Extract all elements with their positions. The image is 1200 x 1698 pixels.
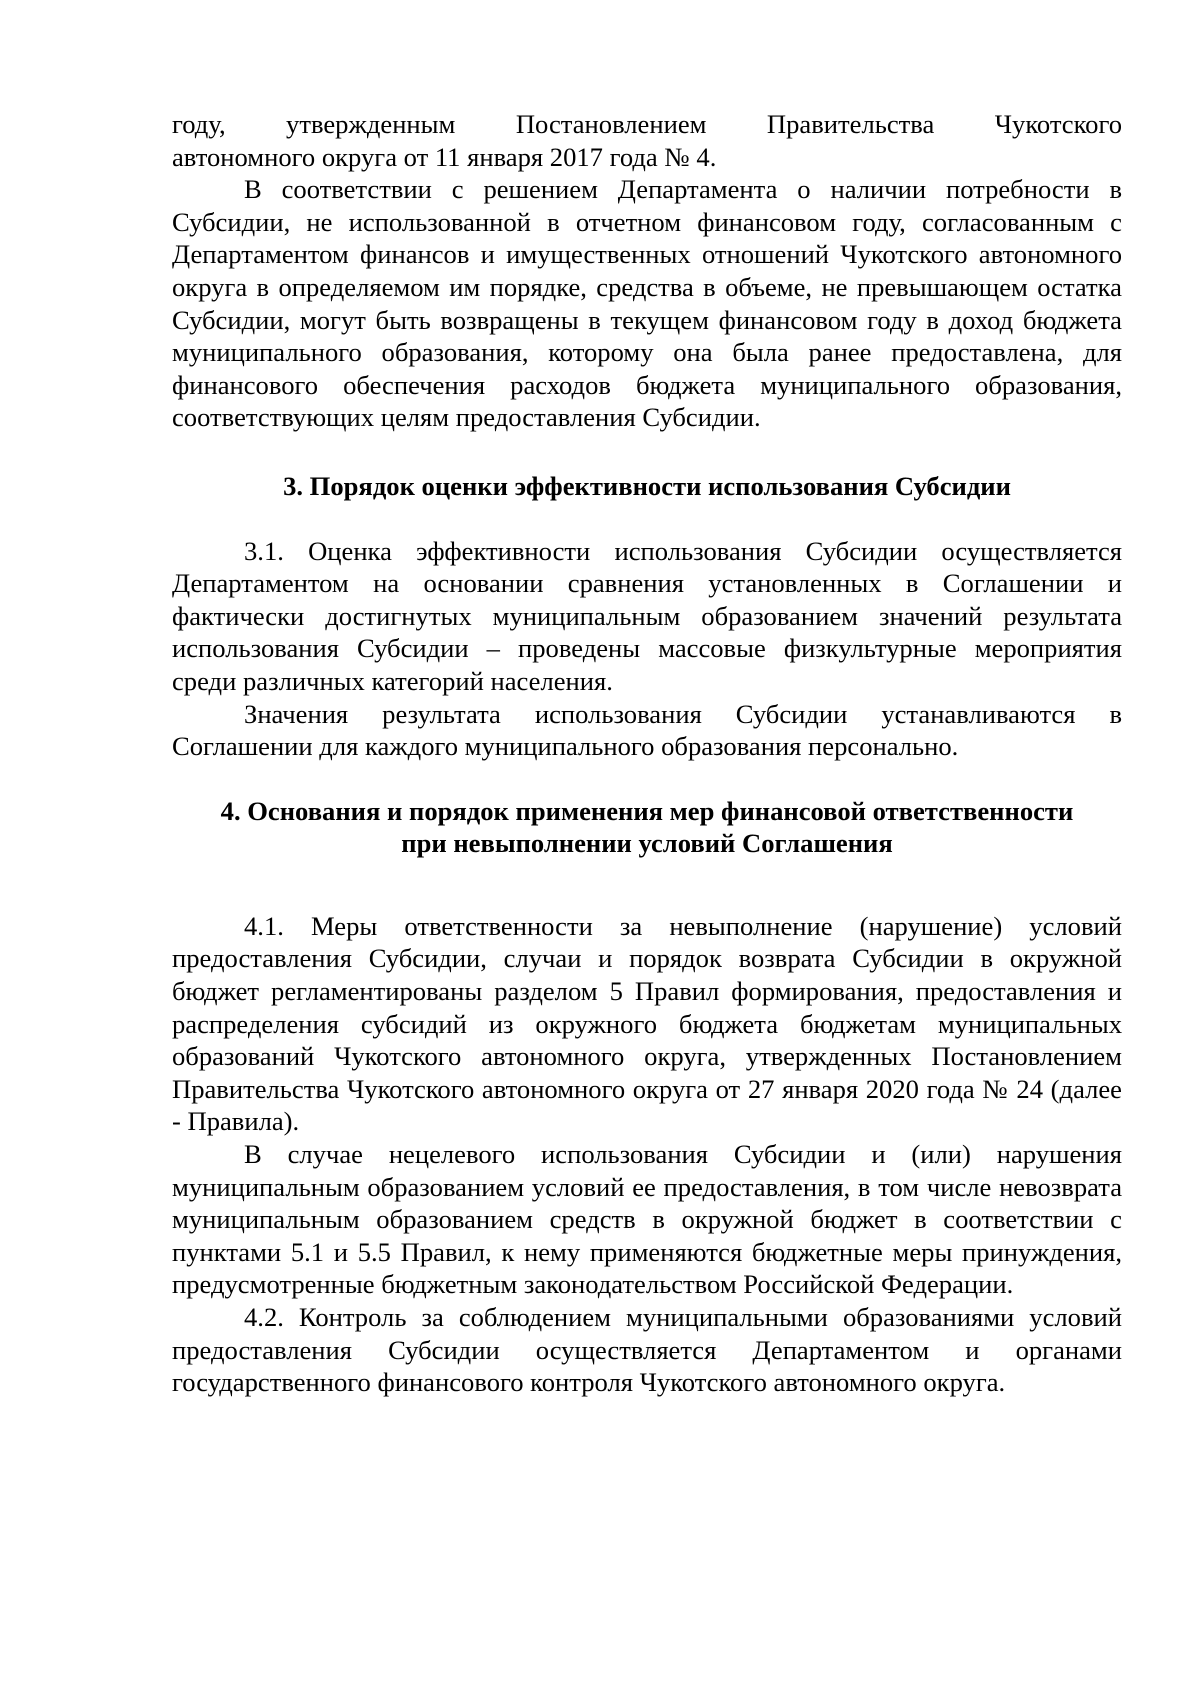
- section-4-1-paragraph: 4.1. Меры ответственности за невыполнение (нарушение) условий предоставления Субсидии, случаи и порядок возврата Субсидии в окружной бюджет регламентированы разделом 5 Правил формирования, предоставления и распределения субсидий из окружного бюджета бюджетам муниципальных образований Чукотского автономного округа, утвержденных Постановлением Правительства Чукотского автономного округа от 27 января 2020 года № 24 (далее - Правила).: [172, 910, 1122, 1137]
- section-4-misuse-paragraph: В случае нецелевого использования Субсидии и (или) нарушения муниципальным образованием условий ее предоставления, в том числе невозврата муниципальным образованием средств в окружной бюджет в соответствии с пунктами 5.1 и 5.5 Правил, к нему применяются бюджетные меры принуждения, предусмотренные бюджетным законодательством Российской Федерации.: [172, 1139, 1122, 1300]
- section-3-heading: 3. Порядок оценки эффективности использования Субсидии: [283, 470, 1011, 501]
- document-page: [172, 108, 1122, 1399]
- intro-paragraph: [172, 108, 1122, 173]
- section-4-heading: [172, 795, 1122, 860]
- section-4-2-paragraph: 4.2. Контроль за соблюдением муниципальными образованиями условий предоставления Субсидии осуществляется Департаментом и органами государственного финансового контроля Чукотского автономного округа.: [172, 1302, 1122, 1398]
- return-paragraph: В соответствии с решением Департамента о наличии потребности в Субсидии, не использованной в отчетном финансовом году, согласованным с Департаментом финансов и имущественных отношений Чукотского автономного округа в определяемом им порядке, средства в объеме, не превышающем остатка Субсидии, могут быть возвращены в текущем финансовом году в доход бюджета муниципального образования, которому она была ранее предоставлена, для финансового обеспечения расходов бюджета муниципального образования, соответствующих целям предоставления Субсидии.: [172, 174, 1122, 433]
- section-3-result-paragraph: Значения результата использования Субсидии устанавливаются в Соглашении для каждого муниципального образования персонально.: [172, 698, 1122, 762]
- intro-line-1: году, утвержденным Постановлением Правительства Чукотского: [172, 109, 1122, 139]
- section-4-heading-line-2: при невыполнении условий Соглашения: [401, 828, 893, 859]
- intro-line-2: автономного округа от 11 января 2017 года № 4.: [172, 141, 717, 172]
- section-3-1-paragraph: 3.1. Оценка эффективности использования Субсидии осуществляется Департаментом на основании сравнения установленных в Соглашении и фактически достигнутых муниципальным образованием значений результата использования Субсидии – проведены массовые физкультурные мероприятия среди различных категорий населения.: [172, 535, 1122, 696]
- section-4-heading-line-1: 4. Основания и порядок применения мер финансовой ответственности: [220, 795, 1074, 826]
